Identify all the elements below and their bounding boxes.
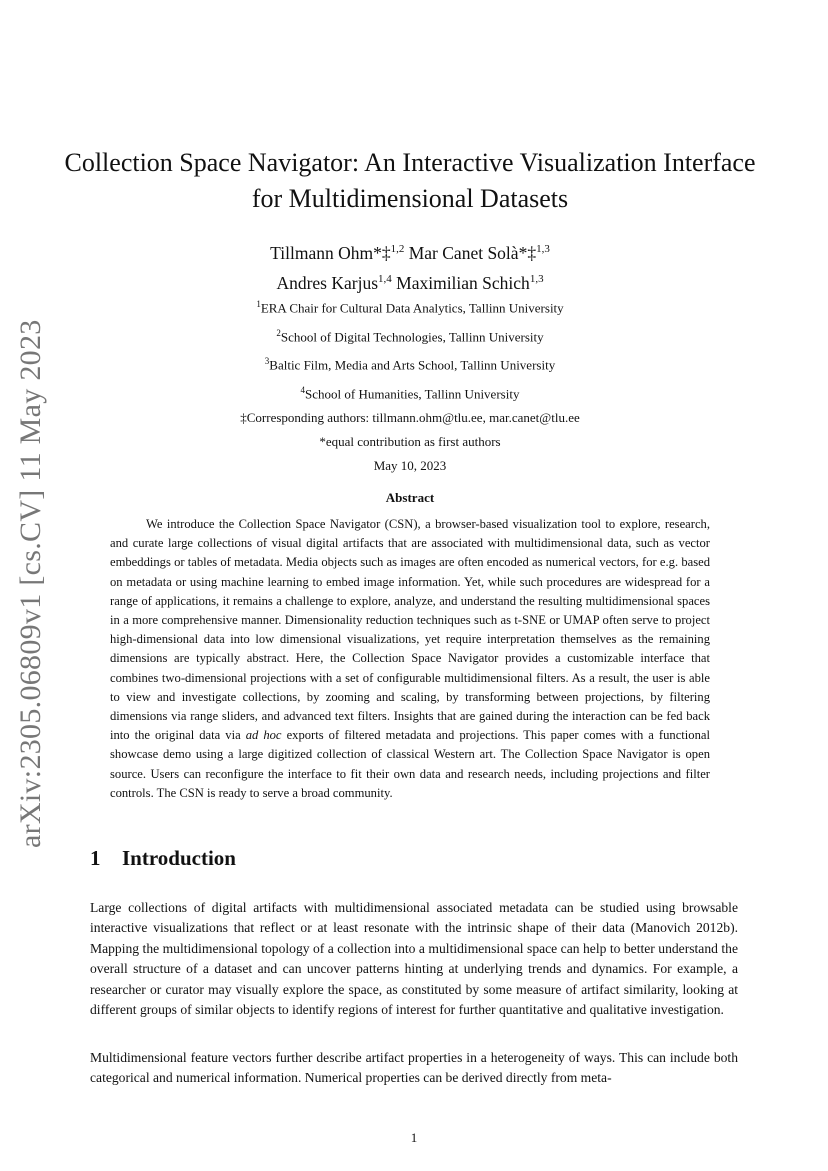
abstract-part: We introduce the Collection Space Navigator (CSN), a browser-based visualization tool to explore, research, and curate large collections of visual digital artifacts that are associated with multidimensional data, such as vector embeddings or tables of metadata. Media objects such as images are often encoded as numerical vectors, for e.g. based on metadata or using machine learning to embed image information. Yet, while such procedures are widespread for a range of applications, it remains a challenge to explore, analyze, and understand the resulting multidimensional spaces in a more comprehensive manner. Dimensionality reduction techniques such as t-SNE or UMAP often serve to project high-dimensional data into low dimensional visualizations, yet require interpretation themselves as the remaining dimensions are typically abstract. Here, the Collection Space Navigator provides a customizable interface that combines two-dimensional projections with a set of configurable multidimensional filters. As a result, the user is able to view and investigate collections, by zooming and scaling, by transforming between projections, by filtering dimensions via range sliders, and advanced text filters. Insights that are gained during the interaction can be fed back into the original data via [110, 517, 710, 743]
author-affil-sup: 1,3 [536, 243, 550, 255]
affiliation-item [110, 321, 710, 350]
author-list [110, 236, 710, 296]
affiliation-text: Baltic Film, Media and Arts School, Tallinn University [269, 357, 556, 373]
paper-date: May 10, 2023 [373, 458, 447, 473]
author-line-1 [110, 236, 710, 266]
affiliation-list [110, 292, 710, 455]
equal-contribution-note: *equal contribution as first authors [319, 434, 501, 450]
abstract-italic: ad hoc [245, 728, 282, 743]
abstract-heading: Abstract [385, 490, 435, 505]
abstract-part: exports of filtered metadata and projections. This paper comes with a functional showcase demo using a large digitized collection of classical Western art. The Collection Space Navigator is open source. Users can reconfigure the interface to fit their own data and research needs, including projections and filter controls. The CSN is ready to serve a broad community. [110, 728, 710, 800]
author-affil-sup: 1,3 [529, 272, 544, 285]
affiliation-num: 3 [264, 356, 270, 367]
affiliation-num: 2 [276, 327, 281, 338]
affiliation-item [110, 378, 710, 407]
author-name: Maximilian Schich [396, 272, 530, 293]
section-number: 1 [90, 846, 101, 870]
arxiv-identifier: arXiv:2305.06809v1 [cs.CV] 11 May 2023 [14, 319, 47, 848]
author-marks: *‡ [518, 242, 537, 263]
affiliation-text: ERA Chair for Cultural Data Analytics, Tallinn University [260, 300, 564, 316]
author-affil-sup: 1,4 [378, 272, 392, 285]
author-name: Tillmann Ohm [270, 242, 374, 263]
paper-title: Collection Space Navigator: An Interactive Visualization Interface for Multidimensional Datasets [64, 148, 756, 213]
author-marks: *‡ [373, 242, 391, 263]
affiliation-num: 1 [256, 299, 261, 309]
affiliation-text: School of Digital Technologies, Tallinn University [280, 328, 544, 344]
author-affil-sup: 1,2 [390, 243, 405, 255]
corresponding-authors: ‡Corresponding authors: tillmann.ohm@tlu.ee, mar.canet@tlu.ee [240, 410, 580, 426]
abstract-text [110, 515, 710, 803]
affiliation-text: School of Humanities, Tallinn University [305, 385, 520, 401]
body-paragraph: Large collections of digital artifacts with multidimensional associated metadata can be studied using browsable interactive visualizations that reflect or at least resonate with the intrinsic shape of their data (Manovich 2012b). Mapping the multidimensional topology of a collection into a multidimensional space can help to better understand the overall structure of a dataset and can uncover patterns hinting at underlying trends and dynamics. For example, a researcher or curator may visually explore the space, as constituted by some measure of artifact similarity, looking at different groups of similar objects to identify regions of interest for further quantitative and qualitative investigation. [90, 900, 738, 1018]
affiliation-item [110, 292, 710, 321]
page-number: 1 [410, 1130, 418, 1145]
section-heading [90, 846, 236, 871]
author-name: Mar Canet Solà [408, 242, 519, 263]
affiliation-item [110, 349, 710, 378]
author-name: Andres Karjus [276, 272, 379, 293]
section-title: Introduction [122, 846, 236, 870]
body-paragraph: Multidimensional feature vectors further describe artifact properties in a heterogeneity of ways. This can include both categorical and numerical information. Numerical properties can be derived directly from meta- [90, 1050, 738, 1086]
affiliation-num: 4 [300, 384, 306, 395]
